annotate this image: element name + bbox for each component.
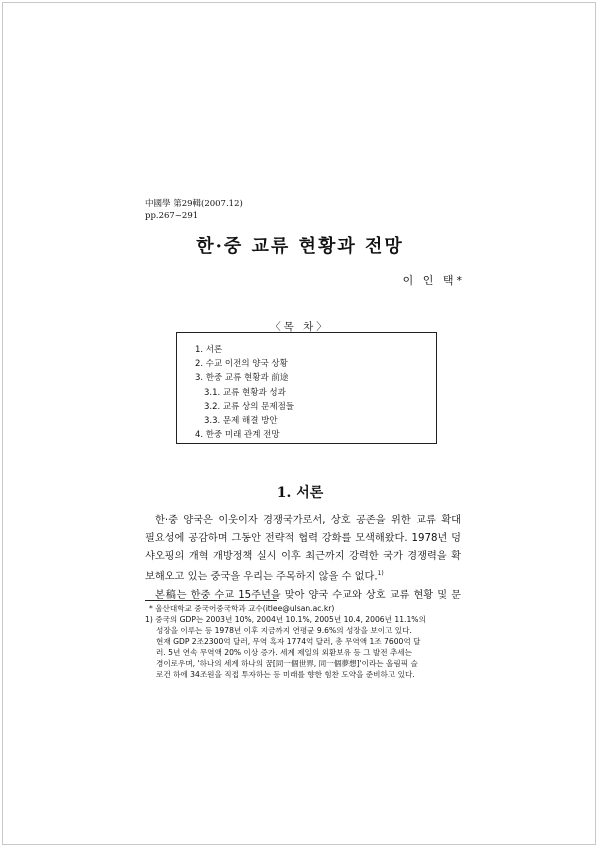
toc-heading: 〈목 차〉 bbox=[270, 321, 330, 333]
author-footnote: * 울산대학교 중국어중국학과 교수(itlee@ulsan.ac.kr) bbox=[149, 604, 335, 613]
toc-item: 1. 서론 bbox=[195, 345, 223, 355]
footnote-line: 경이로우며, '하나의 세계 하나의 꿈[同一個世界, 同一個夢想]'이라는 올림픽 슬 bbox=[156, 659, 418, 668]
toc-item: 3. 한중 교류 현황과 前途 bbox=[195, 373, 289, 384]
paper-title: 한·중 교류 현황과 전망 bbox=[196, 236, 404, 257]
body-paragraph bbox=[145, 512, 461, 604]
footnote-line: 현재 GDP 2조2300억 달러, 무역 흑자 1774억 달러, 총 무역액 1조 7600억 달 bbox=[156, 637, 421, 646]
body-line-with-footnote bbox=[145, 565, 461, 586]
body-line: 본稿는 한중 수교 15주년을 맞아 양국 수교와 상호 교류 현황 및 문 bbox=[155, 589, 461, 601]
footnote-line: 러. 5년 연속 무역액 20% 이상 증가. 세계 제일의 외환보유 등 그 발전 추세는 bbox=[156, 648, 412, 657]
toc-item: 4. 한중 미래 관계 전망 bbox=[195, 430, 280, 441]
footnotes bbox=[145, 603, 463, 680]
footnote-marker[interactable]: 1) bbox=[377, 570, 384, 578]
toc-subitem: 3.2. 교류 상의 문제점들 bbox=[204, 401, 295, 412]
toc-subitem: 3.1. 교류 현황과 성과 bbox=[204, 387, 286, 398]
author-name: 이 인 택* bbox=[402, 274, 465, 287]
body-line: 샤오핑의 개혁 개방정책 실시 이후 최근까지 강력한 국가 경쟁력을 확 bbox=[145, 550, 461, 562]
footnote-line: 로건 하에 34조원을 직접 투자하는 등 미래를 향한 힘찬 도약을 준비하고 있다. bbox=[156, 670, 415, 679]
footnote-line: 1) 중국의 GDP는 2003년 10%, 2004년 10.1%, 2005년 10.4, 2006년 11.1%의 bbox=[145, 615, 426, 624]
body-line: 한·중 양국은 이웃이자 경쟁국가로서, 상호 공존을 위한 교류 확대 bbox=[155, 515, 461, 526]
toc-subitem: 3.3. 문제 해결 방안 bbox=[204, 416, 278, 427]
journal-info bbox=[145, 198, 243, 222]
body-line: 보해오고 있는 중국을 우리는 주목하지 않을 수 없다. bbox=[145, 571, 378, 583]
toc-item: 2. 수교 이전의 양국 상황 bbox=[195, 359, 288, 370]
section-title: 1. 서론 bbox=[276, 485, 324, 501]
toc-list bbox=[195, 343, 294, 442]
footnote-divider bbox=[145, 600, 277, 601]
footnote-line: 성장을 이루는 등 1978년 이후 지금까지 연평균 9.6%의 성장을 보이고 있다. bbox=[156, 626, 412, 635]
journal-issue: 中國學 第29輯(2007.12) bbox=[145, 199, 243, 209]
body-line: 필요성에 공감하며 그동안 전략적 협력 강화를 모색해왔다. 1978년 덩 bbox=[145, 532, 461, 544]
page-range: pp.267~291 bbox=[145, 211, 199, 221]
